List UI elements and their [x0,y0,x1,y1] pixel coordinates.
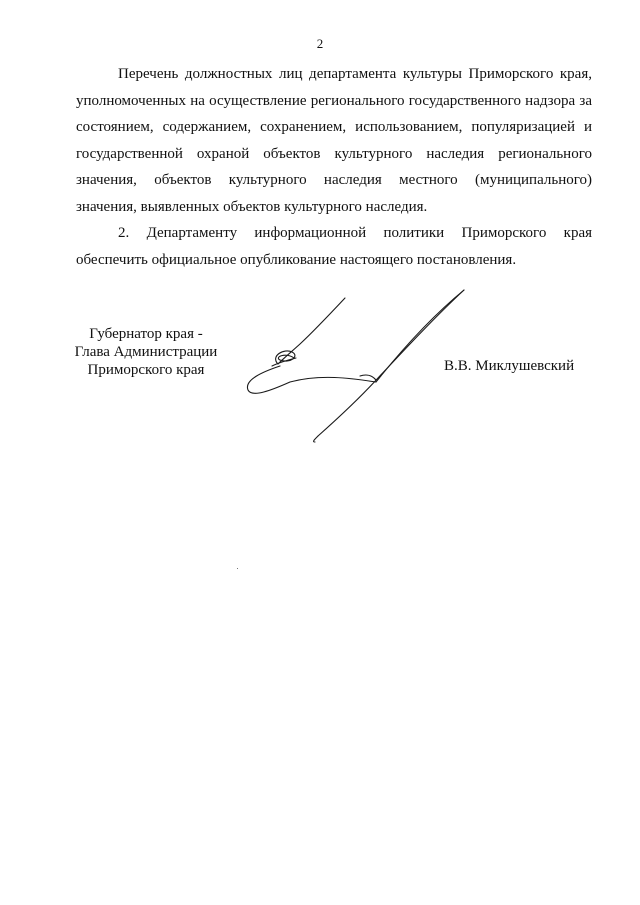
text-line: значения, объектов культурного наследия местного (муниципального) [76,172,592,188]
paragraph-list-of-officials [76,61,592,220]
text-line: уполномоченных на осуществление регионального государственного надзора за [76,92,592,109]
page-number: 2 [316,36,324,51]
text-line: обеспечить официальное опубликование настоящего постановления. [76,251,517,268]
scan-speck [237,568,238,569]
text-line: состоянием, содержанием, сохранением, использованием, популяризацией и [76,119,592,135]
signatory-title-line: Приморского края [87,362,205,378]
document-body [76,61,592,273]
text-line: 2. Департаменту информационной политики Приморского края [118,225,592,241]
signatory-title-line: Губернатор края - [89,326,203,342]
text-line: значения, выявленных объектов культурного наследия. [76,198,428,215]
signatory-title [70,325,222,379]
text-line: государственной охраной объектов культурного наследия регионального [76,145,592,162]
paragraph-publication-order [76,220,592,273]
signatory-title-line: Глава Администрации [74,344,218,360]
signatory-name: В.В. Миклушевский [444,358,575,374]
text-line: Перечень должностных лиц департамента культуры Приморского края, [118,66,592,82]
